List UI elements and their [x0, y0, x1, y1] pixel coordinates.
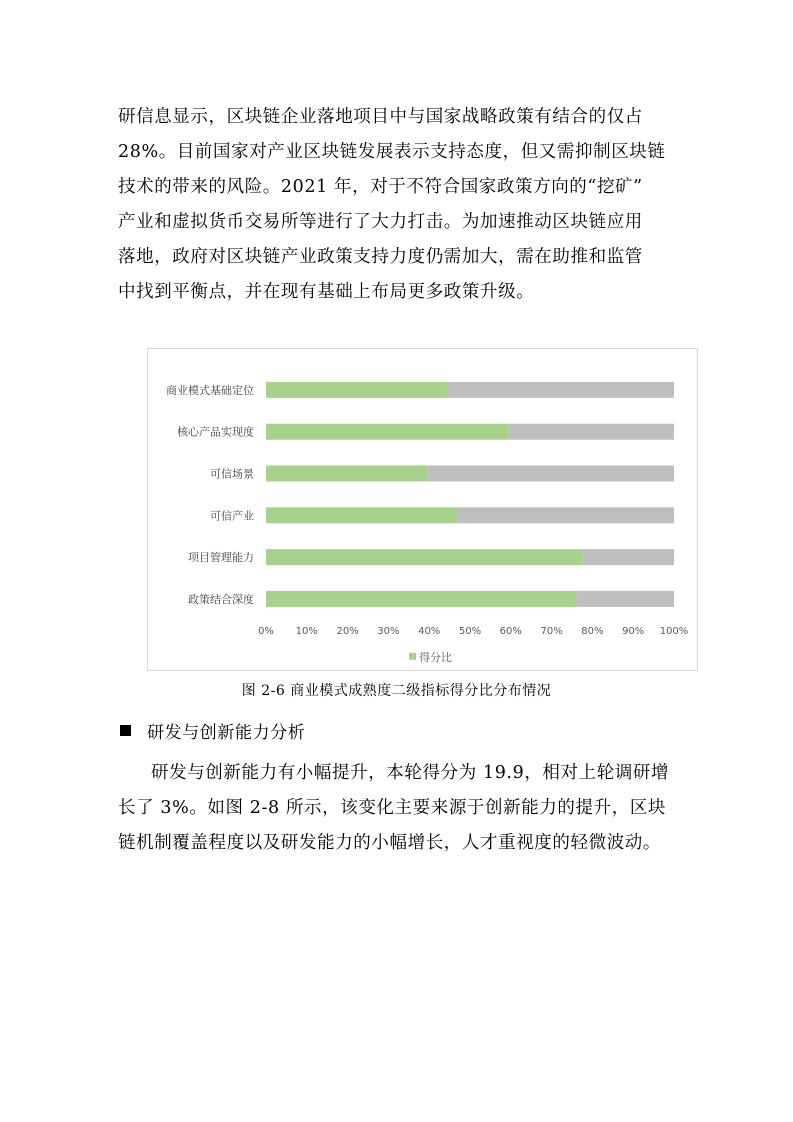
text-line: 落地，政府对区块链产业政策支持力度仍需加大，需在助推和监管 — [118, 247, 643, 267]
x-tick-label: 20% — [336, 625, 359, 637]
x-tick-label: 50% — [458, 625, 482, 637]
legend-label: 得分比 — [419, 650, 452, 664]
bar-remainder — [427, 466, 674, 482]
x-tick-label: 0% — [258, 625, 274, 637]
figure-caption: 图 2-6 商业模式成熟度二级指标得分比分布情况 — [241, 683, 552, 699]
bar-score-ratio — [266, 591, 576, 607]
x-tick-label: 80% — [581, 625, 604, 637]
x-tick-label: 40% — [418, 625, 441, 637]
paragraph-policy — [118, 100, 678, 310]
x-tick-label: 30% — [377, 625, 400, 637]
legend-swatch — [409, 653, 416, 660]
bar-score-ratio — [266, 382, 448, 398]
text-line: 产业和虚拟货币交易所等进行了大力打击。为加速推动区块链应用 — [118, 212, 643, 232]
category-label: 政策结合深度 — [188, 592, 254, 606]
bar-score-ratio — [266, 424, 509, 440]
category-label: 核心产品实现度 — [177, 425, 254, 439]
x-tick-label: 70% — [540, 625, 563, 637]
chart-canvas — [148, 349, 699, 672]
paragraph-rnd — [118, 756, 678, 861]
bar-score-ratio — [266, 549, 582, 565]
x-tick-label: 100% — [659, 625, 689, 637]
category-label: 项目管理能力 — [188, 551, 254, 565]
bar-remainder — [457, 507, 674, 523]
category-label: 商业模式基础定位 — [166, 383, 254, 397]
text-line: 研信息显示，区块链企业落地项目中与国家战略政策有结合的仅占 — [118, 107, 643, 127]
text-line: 研发与创新能力有小幅提升，本轮得分为 19.9，相对上轮调研增 — [151, 763, 670, 783]
bar-remainder — [509, 424, 674, 440]
x-tick-label: 10% — [295, 625, 318, 637]
bar-remainder — [582, 549, 674, 565]
text-line: 28%。目前国家对产业区块链发展表示支持态度，但又需抑制区块链 — [118, 142, 666, 162]
x-tick-label: 90% — [622, 625, 645, 637]
business-model-chart — [147, 348, 698, 671]
text-line: 中找到平衡点，并在现有基础上布局更多政策升级。 — [118, 282, 535, 302]
bar-score-ratio — [266, 507, 457, 523]
section-heading — [120, 718, 305, 743]
text-line: 长了 3%。如图 2-8 所示，该变化主要来源于创新能力的提升，区块 — [118, 798, 667, 818]
section-heading-text: 研发与创新能力分析 — [147, 723, 306, 743]
text-line: 技术的带来的风险。2021 年，对于不符合国家政策方向的“挖矿” — [118, 177, 643, 197]
x-tick-label: 60% — [499, 625, 522, 637]
bar-score-ratio — [266, 466, 427, 482]
category-label: 可信场景 — [210, 467, 254, 481]
square-bullet-icon — [120, 725, 131, 736]
bar-remainder — [448, 382, 674, 398]
bar-remainder — [576, 591, 674, 607]
text-line: 链机制覆盖程度以及研发能力的小幅增长，人才重视度的轻微波动。 — [118, 833, 661, 853]
category-label: 可信产业 — [210, 509, 254, 523]
